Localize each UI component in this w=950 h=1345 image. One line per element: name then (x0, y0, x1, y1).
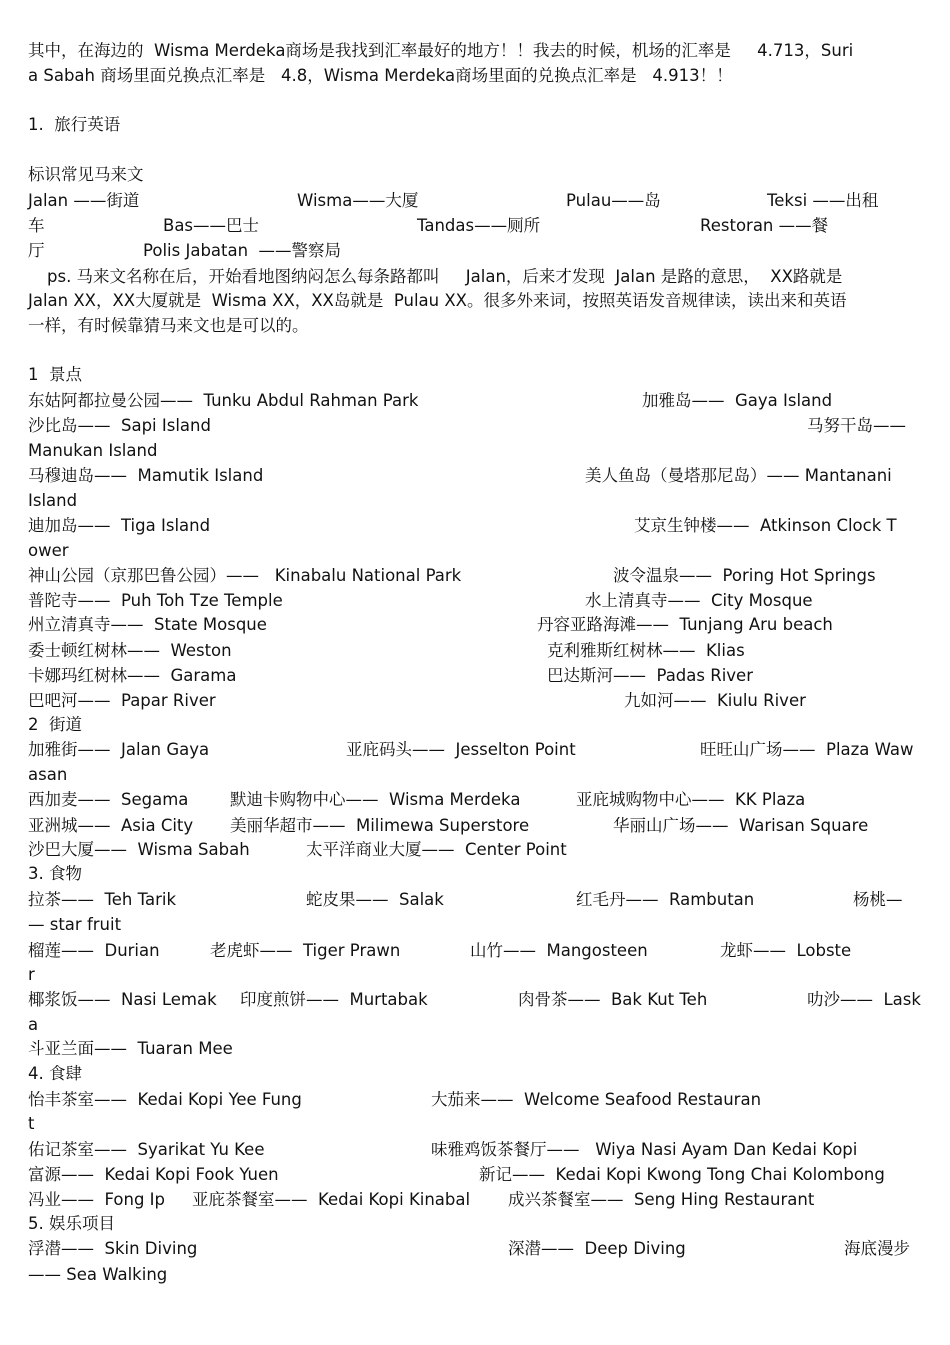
food-entry: 斗亚兰面—— Tuaran Mee (28, 1039, 233, 1058)
street-entry: 亚庇码头—— Jesselton Point (346, 740, 576, 759)
street-entry: 美丽华超市—— Milimewa Superstore (230, 816, 530, 835)
activity-entry: 深潜—— Deep Diving (508, 1239, 686, 1258)
street-entry: 沙巴大厦—— Wisma Sabah (28, 840, 250, 859)
restaurant-entry: 大茄来—— Welcome Seafood Restauran (431, 1090, 762, 1109)
food-entry: 山竹—— Mangosteen (470, 941, 648, 960)
malay-term: Bas——巴士 (163, 216, 260, 235)
street-entry: 亚庇城购物中心—— KK Plaza (576, 790, 806, 809)
attraction-entry: 委士顿红树林—— Weston (28, 641, 232, 660)
restaurant-entry: 冯业—— Fong Ip (28, 1190, 166, 1209)
restaurant-entry: 富源—— Kedai Kopi Fook Yuen (28, 1165, 279, 1184)
malay-term: Restoran ——餐 (700, 216, 829, 235)
attraction-entry: 加雅岛—— Gaya Island (642, 391, 833, 410)
activity-entry: 浮潜—— Skin Diving (28, 1239, 198, 1258)
street-entry: 西加麦—— Segama (28, 790, 189, 809)
food-entry: r (28, 965, 35, 984)
food-entry: 榴莲—— Durian (28, 941, 160, 960)
attraction-entry: 东姑阿都拉曼公园—— Tunku Abdul Rahman Park (28, 391, 419, 410)
food-entry: 印度煎饼—— Murtabak (240, 990, 428, 1009)
street-entry: asan (28, 765, 68, 784)
intro-line-2: a Sabah 商场里面兑换点汇率是 4.8，Wisma Merdeka商场里面的兑换点汇率是 4.913！！ (28, 66, 733, 85)
malay-term: Pulau——岛 (566, 191, 661, 210)
section-heading-attractions: 1 景点 (28, 365, 82, 384)
attraction-entry: Island (28, 491, 78, 510)
section-heading-food: 3. 食物 (28, 864, 82, 883)
section-heading-restaurants: 4. 食肆 (28, 1064, 82, 1083)
malay-term: Tandas——厕所 (417, 216, 541, 235)
ps-note-line: ps. 马来文名称在后，开始看地图纳闷怎么每条路都叫 Jalan，后来才发现 Jalan 是路的意思， XX路就是 (47, 267, 843, 286)
food-entry: 老虎虾—— Tiger Prawn (210, 941, 401, 960)
restaurant-entry: 成兴茶餐室—— Seng Hing Restaurant (508, 1190, 815, 1209)
attraction-entry: 丹容亚路海滩—— Tunjang Aru beach (537, 615, 833, 634)
attraction-entry: 美人鱼岛（曼塔那尼岛）—— Mantanani (585, 466, 892, 485)
attraction-entry: 巴吧河—— Papar River (28, 691, 216, 710)
food-entry: 杨桃— (853, 890, 903, 909)
attraction-entry: 普陀寺—— Puh Toh Tze Temple (28, 591, 283, 610)
malay-term: 车 (28, 216, 45, 235)
attraction-entry: ower (28, 541, 69, 560)
intro-line-1: 其中，在海边的 Wisma Merdeka商场是我找到汇率最好的地方！！我去的时候，机场的汇率是 4.713，Suri (28, 41, 854, 60)
malay-term: Polis Jabatan ——警察局 (143, 241, 342, 260)
food-entry: 拉茶—— Teh Tarik (28, 890, 177, 909)
attraction-entry: 马努干岛—— (807, 416, 906, 435)
activity-entry: 海底漫步 (844, 1239, 910, 1258)
attraction-entry: 水上清真寺—— City Mosque (585, 591, 813, 610)
malay-term: 厅 (28, 241, 45, 260)
attraction-entry: 马穆迪岛—— Mamutik Island (28, 466, 264, 485)
section-heading-entertainment: 5. 娱乐项目 (28, 1214, 115, 1233)
section-heading-streets: 2 街道 (28, 715, 82, 734)
street-entry: 旺旺山广场—— Plaza Waw (700, 740, 914, 759)
attraction-entry: 卡娜玛红树林—— Garama (28, 666, 237, 685)
attraction-entry: 沙比岛—— Sapi Island (28, 416, 211, 435)
street-entry: 加雅街—— Jalan Gaya (28, 740, 210, 759)
food-entry: a (28, 1015, 39, 1034)
restaurant-entry: 怡丰茶室—— Kedai Kopi Yee Fung (28, 1090, 302, 1109)
malay-term: Jalan ——街道 (28, 191, 140, 210)
food-entry: 蛇皮果—— Salak (306, 890, 444, 909)
attraction-entry: 巴达斯河—— Padas River (547, 666, 753, 685)
street-entry: 亚洲城—— Asia City (28, 816, 194, 835)
attraction-entry: 波令温泉—— Poring Hot Springs (613, 566, 876, 585)
subsection-heading-malay: 标识常见马来文 (28, 165, 144, 184)
food-entry: 叻沙—— Lask (807, 990, 921, 1009)
street-entry: 太平洋商业大厦—— Center Point (306, 840, 567, 859)
restaurant-entry: 新记—— Kedai Kopi Kwong Tong Chai Kolombong (479, 1165, 885, 1184)
attraction-entry: Manukan Island (28, 441, 158, 460)
attraction-entry: 克利雅斯红树林—— Klias (547, 641, 745, 660)
restaurant-entry: 亚庇茶餐室—— Kedai Kopi Kinabal (192, 1190, 471, 1209)
attraction-entry: 迪加岛—— Tiga Island (28, 516, 211, 535)
street-entry: 默迪卡购物中心—— Wisma Merdeka (230, 790, 521, 809)
food-entry: 龙虾—— Lobste (720, 941, 852, 960)
attraction-entry: 九如河—— Kiulu River (624, 691, 806, 710)
restaurant-entry: t (28, 1114, 35, 1133)
malay-term: Teksi ——出租 (767, 191, 879, 210)
ps-note-line: Jalan XX，XX大厦就是 Wisma XX，XX岛就是 Pulau XX。很多外来词，按照英语发音规律读，读出来和英语 (28, 291, 847, 310)
food-entry: 肉骨茶—— Bak Kut Teh (518, 990, 708, 1009)
malay-term: Wisma——大厦 (297, 191, 419, 210)
restaurant-entry: 佑记茶室—— Syarikat Yu Kee (28, 1140, 265, 1159)
activity-entry: —— Sea Walking (28, 1265, 168, 1284)
food-entry: 椰浆饭—— Nasi Lemak (28, 990, 217, 1009)
attraction-entry: 艾京生钟楼—— Atkinson Clock T (634, 516, 897, 535)
ps-note-line: 一样，有时候靠猜马来文也是可以的。 (28, 316, 309, 335)
street-entry: 华丽山广场—— Warisan Square (613, 816, 869, 835)
restaurant-entry: 味雅鸡饭茶餐厅—— Wiya Nasi Ayam Dan Kedai Kopi (431, 1140, 858, 1159)
section-heading-english: 1. 旅行英语 (28, 115, 121, 134)
attraction-entry: 神山公园（京那巴鲁公园）—— Kinabalu National Park (28, 566, 462, 585)
food-entry: — star fruit (28, 915, 122, 934)
food-entry: 红毛丹—— Rambutan (576, 890, 755, 909)
attraction-entry: 州立清真寺—— State Mosque (28, 615, 267, 634)
